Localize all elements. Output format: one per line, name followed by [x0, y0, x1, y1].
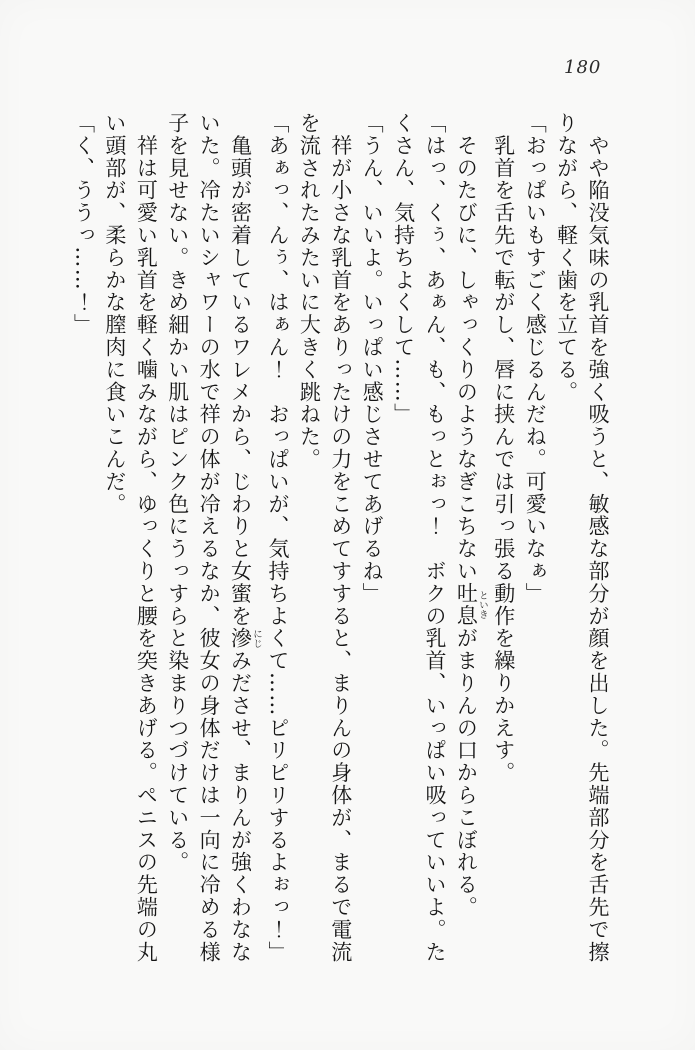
ruby-annotated-word: 吐息といき [454, 582, 488, 628]
ruby-annotated-word: 滲にじ [228, 627, 263, 650]
page-number: 180 [564, 57, 602, 78]
paragraph: 「おっぱいもすごく感じるんだね。可愛いなぁ」 [523, 112, 548, 605]
paragraph: 祥が小さな乳首をありったけの力をこめてすすると、まりんの身体が、まるで電流を流されたみたいに大きく跳ねた。 [297, 112, 353, 964]
paragraph: そのたびに、しゃっくりのようなぎこちない吐息といきがまりんの口からこぼれる。 [454, 134, 488, 919]
paragraph: 乳首を舌先で転がし、唇に挟んでは引っ張る動作を繰りかえす。 [491, 134, 516, 785]
paragraph: 「く、ううっ……！」 [71, 112, 96, 336]
paragraph: 亀頭が密着しているワレメから、じわりと女蜜を滲にじみださせ、まりんが強くわなないた。冷たいシャワーの水で祥の体が冷えるなか、彼女の身体だけは一向に冷める様子を見せない。きめ細かい肌はピンク色にうっすらと染まりつづけている。 [165, 112, 263, 964]
paragraph: やや陥没気味の乳首を強く吸うと、敏感な部分が顔を出した。先端部分を舌先で擦りながら、軽く歯を立てる。 [554, 112, 610, 964]
paragraph: 「はっ、くぅ、あぁん、も、もっとぉっ！ ボクの乳首、いっぱい吸っていいよ。たくさん、気持ちよくして……」 [391, 112, 447, 964]
paragraph: 「あぁっ、んぅ、はぁん！ おっぱいが、気持ちよくて……ピリピリするよぉっ！」 [265, 112, 290, 964]
paragraph: 「うん、いいよ。いっぱい感じさせてあげるね」 [360, 112, 385, 605]
body-text [71, 112, 613, 966]
paragraph: 祥は可愛い乳首を軽く噛みながら、ゆっくりと腰を突きあげる。ペニスの先端の丸い頭部が、柔らかな膣肉に食いこんだ。 [102, 112, 159, 964]
